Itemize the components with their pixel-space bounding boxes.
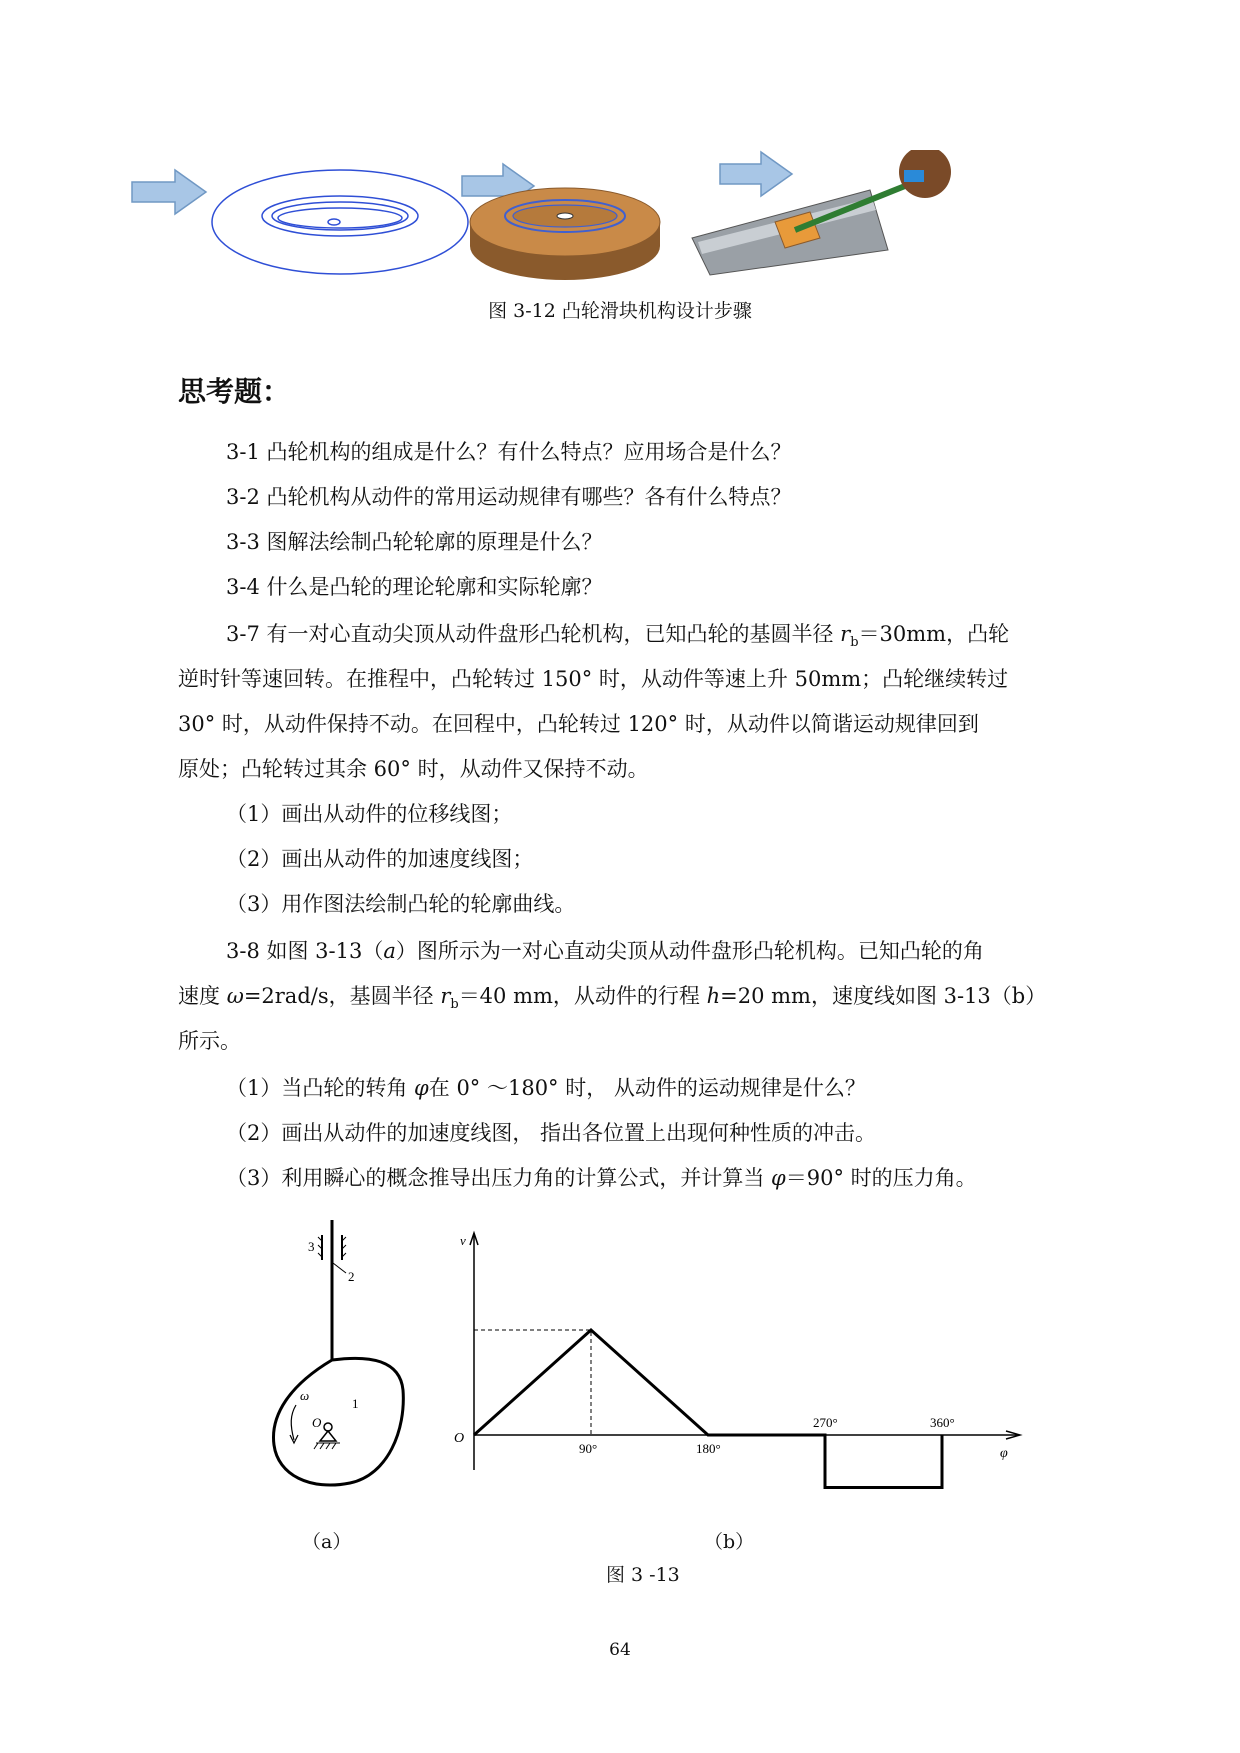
cam-mechanism-diagram bbox=[260, 1215, 440, 1505]
question-3-7-sub-2: （2）画出从动件的加速度线图； bbox=[226, 847, 534, 871]
part-2-label: 2 bbox=[348, 1269, 355, 1284]
x-tick-label: 270° bbox=[813, 1415, 838, 1430]
question-3-8-line-2: 速度 ω=2rad/s，基圆半径 $r_b=40$ mm，从动件的行程 h=20 mm，速度线如图 3-13（b） bbox=[178, 984, 1047, 1013]
question-3-3: 3-3 图解法绘制凸轮轮廓的原理是什么？ bbox=[226, 530, 603, 554]
x-tick-label: 360° bbox=[930, 1415, 955, 1430]
question-3-7-line-3: 30° 时，从动件保持不动。在回程中，凸轮转过 120° 时，从动件以简谐运动规律回到 bbox=[178, 712, 979, 736]
cam-wireframe-drawing bbox=[212, 170, 468, 274]
cam-disc-model bbox=[470, 188, 660, 280]
question-3-8-sub-3: （3）利用瞬心的概念推导出压力角的计算公式，并计算当 φ＝90° 时的压力角。 bbox=[226, 1166, 977, 1190]
figure-3-12-caption: 图 3-12 凸轮滑块机构设计步骤 bbox=[488, 300, 752, 322]
figure-3-12-images bbox=[120, 150, 1100, 310]
figure-3-13-caption: 图 3 -13 bbox=[606, 1564, 680, 1586]
question-3-7-line-4: 原处；凸轮转过其余 60° 时，从动件又保持不动。 bbox=[178, 757, 649, 781]
question-3-7-line-1: 3-7 有一对心直动尖顶从动件盘形凸轮机构，已知凸轮的基圆半径 $r_b=30mm$，凸轮 bbox=[226, 622, 1010, 651]
section-heading: 思考题： bbox=[178, 375, 291, 408]
part-1-label: 1 bbox=[352, 1396, 359, 1411]
series-line-v bbox=[474, 1330, 942, 1488]
question-3-7-sub-1: （1）画出从动件的位移线图； bbox=[226, 802, 513, 826]
velocity-chart bbox=[440, 1225, 1040, 1505]
question-3-7-sub-3: （3）用作图法绘制凸轮的轮廓曲线。 bbox=[226, 892, 576, 916]
figure-3-13a-label: （a） bbox=[302, 1531, 352, 1553]
part-3-label: 3 bbox=[308, 1239, 315, 1254]
omega-label: ω bbox=[300, 1388, 310, 1403]
question-3-8-sub-2: （2）画出从动件的加速度线图， 指出各位置上出现何种性质的冲击。 bbox=[226, 1121, 877, 1145]
arrow-icon bbox=[720, 152, 792, 196]
figure-3-13b-label: （b） bbox=[704, 1531, 755, 1553]
question-3-4: 3-4 什么是凸轮的理论轮廓和实际轮廓？ bbox=[226, 575, 603, 599]
arrow-icon bbox=[132, 170, 206, 214]
question-3-1: 3-1 凸轮机构的组成是什么？有什么特点？应用场合是什么？ bbox=[226, 440, 792, 464]
question-3-8-sub-1: （1）当凸轮的转角 φ在 0° ～180° 时， 从动件的运动规律是什么？ bbox=[226, 1076, 866, 1100]
x-axis-label: φ bbox=[1000, 1446, 1008, 1461]
question-3-7-line-2: 逆时针等速回转。在推程中，凸轮转过 150° 时，从动件等速上升 50mm；凸轮继续转过 bbox=[178, 667, 1009, 691]
question-3-8-line-3: 所示。 bbox=[178, 1029, 241, 1053]
question-3-2: 3-2 凸轮机构从动件的常用运动规律有哪些？各有什么特点？ bbox=[226, 485, 792, 509]
center-o-label: O bbox=[312, 1415, 322, 1430]
question-3-8-line-1: 3-8 如图 3-13（a）图所示为一对心直动尖顶从动件盘形凸轮机构。已知凸轮的角 bbox=[226, 939, 984, 963]
origin-label: O bbox=[454, 1431, 465, 1446]
x-tick-label: 180° bbox=[696, 1441, 721, 1456]
y-axis-label: v bbox=[460, 1233, 466, 1248]
page-number: 64 bbox=[609, 1640, 631, 1660]
x-tick-label: 90° bbox=[579, 1441, 598, 1456]
